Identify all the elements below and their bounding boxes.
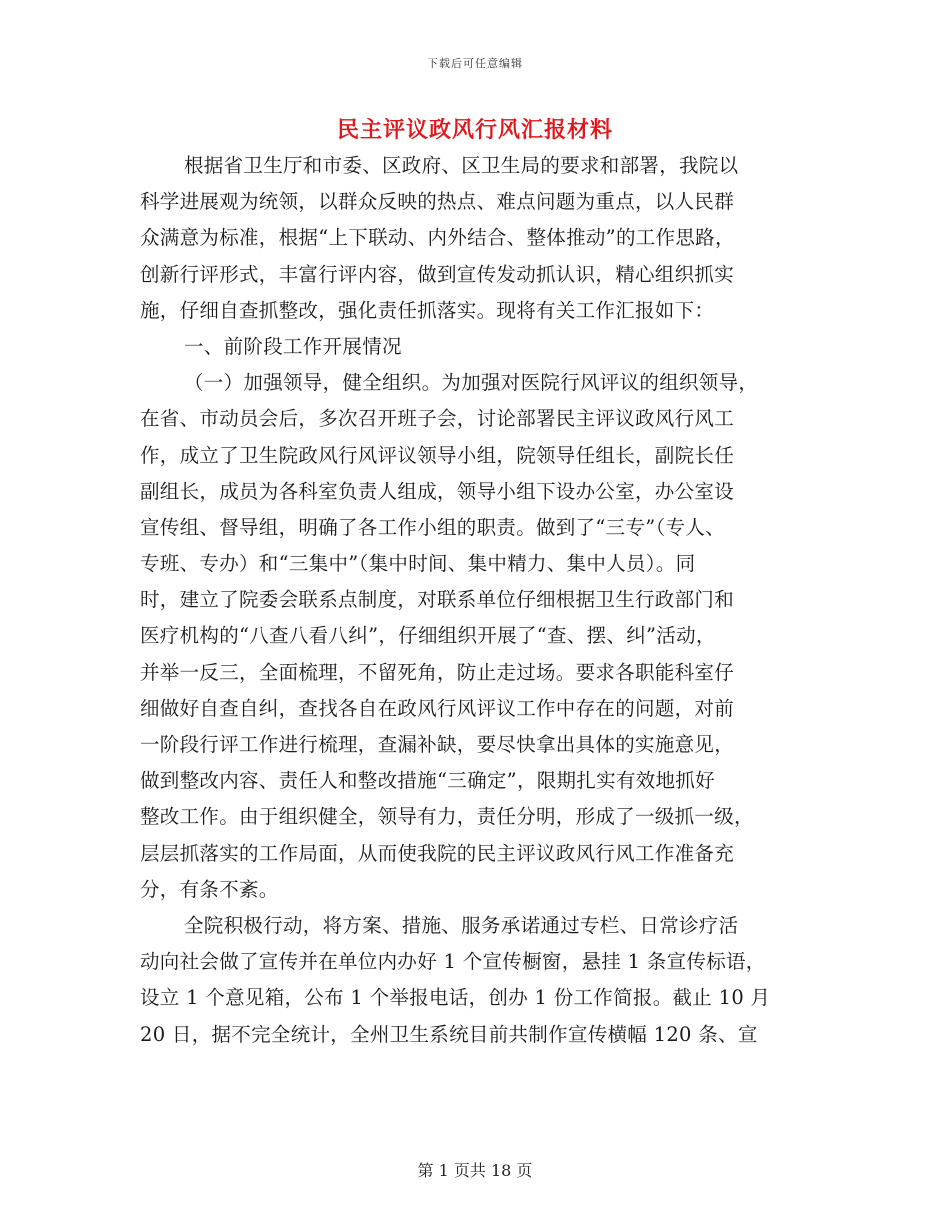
paragraph-line: 并举一反三，全面梳理，不留死角，防止走过场。要求各职能科室仔 — [140, 660, 735, 684]
paragraph-line: 科学进展观为统领，以群众反映的热点、难点问题为重点，以人民群 — [140, 190, 735, 214]
paragraph-line: 20 日，据不完全统计，全州卫生系统目前共制作宣传横幅 120 条、宣 — [140, 1022, 758, 1046]
paragraph-line: 施，仔细自查抓整改，强化责任抓落实。现将有关工作汇报如下： — [140, 298, 715, 322]
paragraph-line: 一阶段行评工作进行梳理，查漏补缺，要尽快拿出具体的实施意见， — [140, 733, 735, 756]
paragraph-line: 全院积极行动，将方案、措施、服务承诺通过专栏、日常诊疗活 — [184, 913, 739, 937]
paragraph-line: 设立 1 个意见箱，公布 1 个举报电话，创办 1 份工作简报。截止 10 月 — [140, 986, 771, 1010]
paragraph-line: 细做好自查自纠，查找各自在政风行风评议工作中存在的问题，对前 — [140, 696, 735, 720]
paragraph-line: 层层抓落实的工作局面，从而使我院的民主评议政风行风工作准备充 — [140, 841, 735, 865]
paragraph-line: 副组长，成员为各科室负责人组成，领导小组下设办公室，办公室设 — [140, 479, 735, 503]
page-footer: 第 1 页共 18 页 — [417, 1161, 533, 1180]
paragraph-line: 动向社会做了宣传并在单位内办好 1 个宣传橱窗，悬挂 1 条宣传标语， — [140, 950, 766, 974]
section-heading: 一、前阶段工作开展情况 — [184, 334, 402, 358]
document-title: 民主评议政风行风汇报材料 — [336, 117, 613, 143]
paragraph-line: 众满意为标准，根据“上下联动、内外结合、整体推动”的工作思路， — [140, 226, 735, 250]
paragraph-line: 宣传组、督导组，明确了各工作小组的职责。做到了“三专”（专人、 — [140, 515, 725, 539]
paragraph-line: 在省、市动员会后，多次召开班子会，讨论部署民主评议政风行风工 — [140, 407, 735, 431]
paragraph-line: 整改工作。由于组织健全，领导有力，责任分明，形成了一级抓一级， — [140, 805, 754, 829]
paragraph-line: 作，成立了卫生院政风行风评议领导小组，院领导任组长，副院长任 — [140, 443, 735, 467]
paragraph-line: 医疗机构的“八查八看八纠”，仔细组织开展了“查、摆、纠”活动， — [140, 624, 716, 648]
paragraph-line: 专班、专办）和“三集中”（集中时间、集中精力、集中人员）。同 — [140, 552, 696, 576]
paragraph-line: 创新行评形式，丰富行评内容，做到宣传发动抓认识，精心组织抓实 — [140, 262, 735, 286]
paragraph-line: 根据省卫生厅和市委、区政府、区卫生局的要求和部署，我院以 — [184, 154, 739, 177]
paragraph-line: 做到整改内容、责任人和整改措施“三确定”，限期扎实有效地抓好 — [140, 769, 715, 793]
paragraph-line: （一）加强领导，健全组织。为加强对医院行风评议的组织领导， — [184, 371, 759, 395]
page-header: 下载后可任意编辑 — [427, 57, 523, 70]
document-body — [140, 148, 810, 1053]
paragraph-line: 时，建立了院委会联系点制度，对联系单位仔细根据卫生行政部门和 — [140, 588, 735, 612]
paragraph-line: 分，有条不紊。 — [140, 877, 279, 901]
